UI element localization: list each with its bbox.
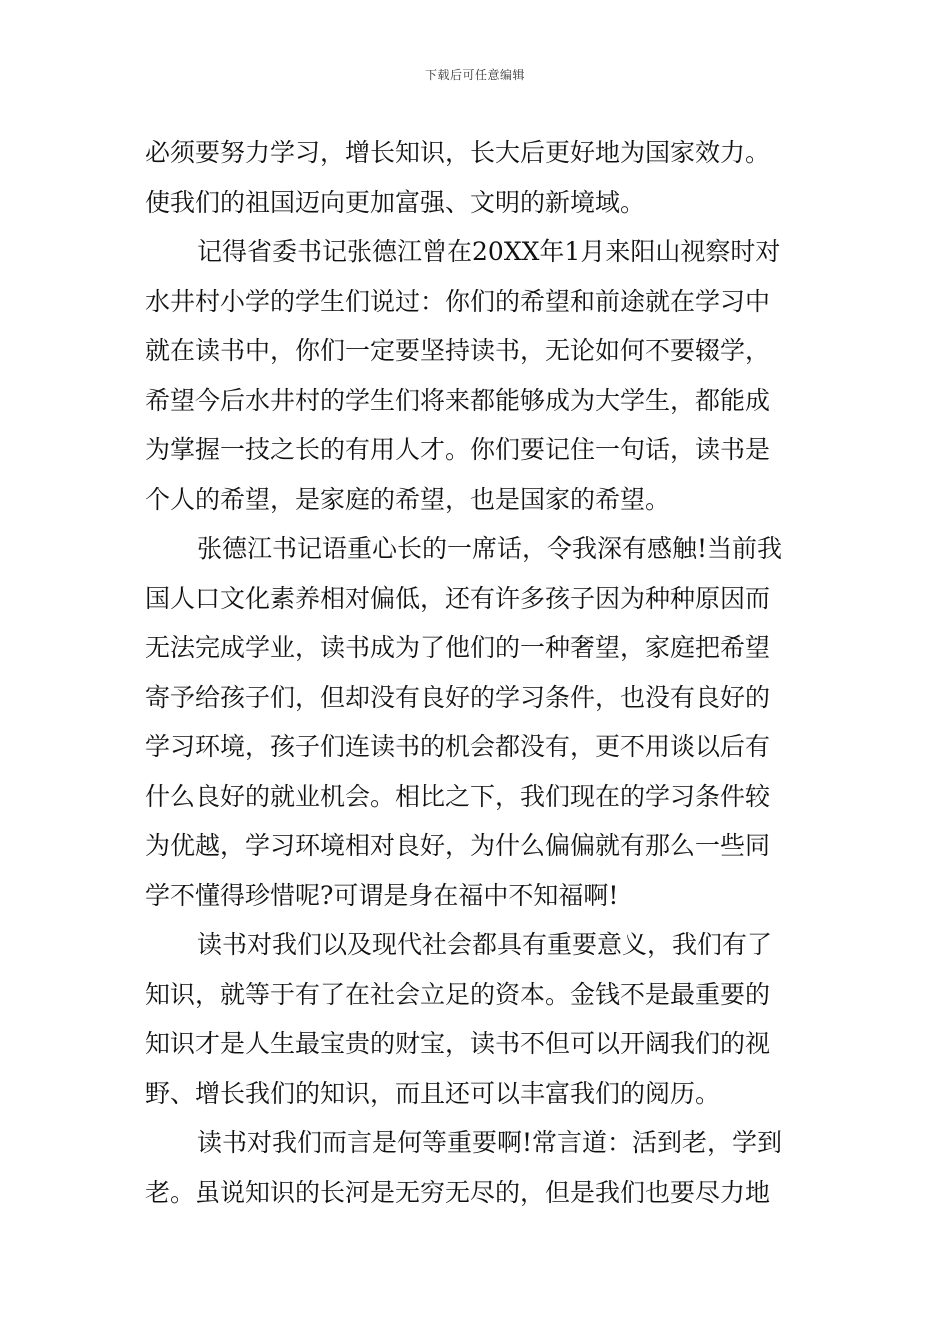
text-line: 学习环境，孩子们连读书的机会都没有，更不用谈以后有 — [145, 732, 771, 761]
text-line: 为掌握一技之长的有用人才。你们要记住一句话，读书是 — [145, 435, 771, 464]
text-line: 老。虽说知识的长河是无穷无尽的，但是我们也要尽力地 — [145, 1177, 771, 1207]
text-line: 国人口文化素养相对偏低，还有许多孩子因为种种原因而 — [145, 583, 771, 613]
text-line: 读书对我们以及现代社会都具有重要意义，我们有了 — [197, 930, 773, 959]
text-line: 希望今后水井村的学生们将来都能够成为大学生，都能成 — [145, 385, 771, 415]
text-line: 知识，就等于有了在社会立足的资本。金钱不是最重要的 — [145, 979, 771, 1009]
text-line: 水井村小学的学生们说过：你们的希望和前途就在学习中 — [145, 286, 771, 316]
header-note: 下载后可任意编辑 — [424, 68, 525, 82]
text-line: 必须要努力学习，增长知识，长大后更好地为国家效力。 — [145, 138, 771, 167]
text-line: 什么良好的就业机会。相比之下，我们现在的学习条件较 — [145, 781, 771, 811]
text-line: 知识才是人生最宝贵的财宝，读书不但可以开阔我们的视 — [145, 1029, 771, 1058]
text-line: 张德江书记语重心长的一席话，令我深有感触!当前我 — [197, 534, 783, 563]
text-line: 野、增长我们的知识，而且还可以丰富我们的阅历。 — [145, 1078, 721, 1108]
text-line: 个人的希望，是家庭的希望，也是国家的希望。 — [145, 484, 671, 514]
document-body — [145, 128, 809, 1217]
text-line: 就在读书中，你们一定要坚持读书，无论如何不要辍学， — [145, 336, 771, 365]
text-line: 为优越，学习环境相对良好，为什么偏偏就有那么一些同 — [145, 831, 771, 860]
text-line: 记得省委书记张德江曾在20XX年1月来阳山视察时对 — [197, 237, 781, 266]
text-line: 读书对我们而言是何等重要啊!常言道：活到老，学到 — [197, 1128, 783, 1157]
text-line: 无法完成学业，读书成为了他们的一种奢望，家庭把希望 — [145, 633, 771, 662]
text-line: 寄予给孩子们，但却没有良好的学习条件，也没有良好的 — [145, 682, 771, 712]
text-line: 使我们的祖国迈向更加富强、文明的新境域。 — [145, 187, 646, 217]
text-line: 学不懂得珍惜呢?可谓是身在福中不知福啊! — [145, 880, 619, 910]
